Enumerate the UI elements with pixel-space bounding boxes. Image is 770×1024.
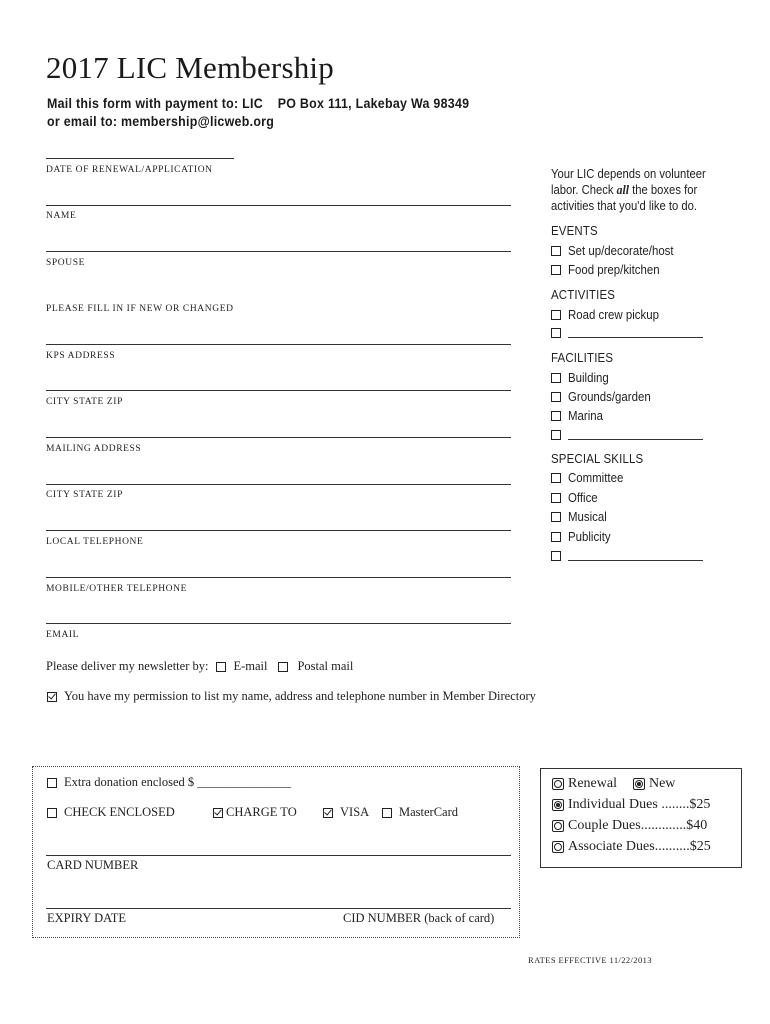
skill-option-office[interactable] [551,490,741,505]
checkbox-icon[interactable] [551,411,561,421]
mail-prefix: Mail this form with payment to: LIC [47,96,263,111]
activities-heading: ACTIVITIES [551,287,616,302]
facilities-heading: FACILITIES [551,350,614,365]
skill-option-other[interactable] [551,550,741,561]
activity-option-other[interactable] [551,327,741,338]
field-label-kps-city-state-zip: CITY STATE ZIP [46,397,123,407]
field-label-date: DATE OF RENEWAL/APPLICATION [46,165,213,175]
membership-type-row [552,776,675,792]
associate-dues-label: Associate Dues..........$25 [568,839,711,854]
email-line[interactable] [46,623,511,624]
volunteer-intro-text: Your LIC depends on volunteer labor. Check [551,167,706,197]
other-blank-line[interactable] [568,550,703,561]
charge-to-option[interactable] [213,805,297,820]
option-label: Set up/decorate/host [568,243,674,258]
option-label: Musical [568,509,607,524]
mail-instructions [47,96,469,111]
newsletter-prompt: Please deliver my newsletter by: [46,659,209,673]
other-blank-line[interactable] [568,327,703,338]
kps-city-line[interactable] [46,390,511,391]
skill-option-committee[interactable] [551,470,741,485]
donation-checkbox-icon[interactable] [47,778,57,788]
other-blank-line[interactable] [568,429,703,440]
expiry-date-label: EXPIRY DATE [47,911,127,925]
donation-label: Extra donation enclosed $ _______________ [64,775,292,789]
activity-option-road-crew[interactable] [551,307,741,322]
individual-dues-row[interactable] [552,797,710,813]
facility-option-marina[interactable] [551,408,741,423]
checkbox-icon[interactable] [551,512,561,522]
card-number-label: CARD NUMBER [47,858,139,872]
option-label: Road crew pickup [568,307,659,322]
newsletter-postal-checkbox-icon[interactable] [278,662,288,672]
charge-to-checkbox-icon[interactable] [213,808,223,818]
option-label: Office [568,490,598,505]
checkbox-icon[interactable] [551,265,561,275]
field-label-kps-address: KPS ADDRESS [46,351,116,361]
newsletter-email-checkbox-icon[interactable] [216,662,226,672]
rates-effective-note: RATES EFFECTIVE 11/22/2013 [528,955,652,965]
facility-option-building[interactable] [551,370,741,385]
cid-number-label: CID NUMBER (back of card) [343,911,495,925]
facility-option-other[interactable] [551,429,741,440]
checkbox-icon[interactable] [551,392,561,402]
field-label-fill-in-note: PLEASE FILL IN IF NEW OR CHANGED [46,304,234,314]
couple-dues-label: Couple Dues.............$40 [568,818,708,833]
event-option-setup[interactable] [551,243,741,258]
skill-option-musical[interactable] [551,509,741,524]
individual-dues-label: Individual Dues ........$25 [568,797,711,812]
special-skills-heading: SPECIAL SKILLS [551,451,644,466]
check-enclosed-label: CHECK ENCLOSED [64,805,175,819]
check-enclosed-checkbox-icon[interactable] [47,808,57,818]
charge-to-label: CHARGE TO [226,805,297,819]
spouse-line[interactable] [46,251,511,252]
checkbox-icon[interactable] [551,328,561,338]
check-enclosed-option[interactable] [47,805,175,820]
renewal-radio-icon[interactable] [552,778,564,790]
event-option-food[interactable] [551,262,741,277]
mastercard-checkbox-icon[interactable] [382,808,392,818]
volunteer-intro [551,166,731,214]
option-label: Grounds/garden [568,389,651,404]
newsletter-postal-label: Postal mail [297,659,354,673]
volunteer-intro-text-end: the boxes for activities that you'd like to do. [551,183,698,213]
form-title: 2017 LIC Membership [46,50,334,85]
renewal-label: Renewal [568,776,617,791]
option-label: Committee [568,470,624,485]
expiry-line[interactable] [46,908,511,909]
checkbox-icon[interactable] [551,532,561,542]
option-label: Publicity [568,529,611,544]
directory-permission[interactable] [47,689,536,704]
checkbox-icon[interactable] [551,551,561,561]
email-instructions: or email to: membership@licweb.org [47,114,275,129]
field-label-spouse: SPOUSE [46,258,85,268]
mobile-telephone-line[interactable] [46,577,511,578]
checkbox-icon[interactable] [551,373,561,383]
checkbox-icon[interactable] [551,430,561,440]
checkbox-icon[interactable] [551,310,561,320]
volunteer-intro-emphasis: all [616,182,630,197]
name-line[interactable] [46,205,511,206]
field-label-mailing-address: MAILING ADDRESS [46,444,142,454]
visa-label: VISA [340,805,370,819]
mail-address: PO Box 111, Lakebay Wa 98349 [277,96,470,111]
permission-label: You have my permission to list my name, address and telephone number in Member Directory [64,689,536,703]
mastercard-label: MasterCard [399,805,459,819]
checkbox-icon[interactable] [551,473,561,483]
newsletter-preference [46,659,353,674]
checkbox-icon[interactable] [551,246,561,256]
field-label-email: EMAIL [46,630,80,640]
newsletter-email-label: E-mail [233,659,268,673]
option-label: Marina [568,408,603,423]
field-label-local-telephone: LOCAL TELEPHONE [46,537,144,547]
option-label: Food prep/kitchen [568,262,660,277]
checkbox-icon[interactable] [551,493,561,503]
couple-radio-icon[interactable] [552,820,564,832]
visa-checkbox-icon[interactable] [323,808,333,818]
date-line[interactable] [46,158,234,159]
couple-dues-row[interactable] [552,818,707,834]
skill-option-publicity[interactable] [551,529,741,544]
field-label-name: NAME [46,211,77,221]
permission-checkbox-icon[interactable] [47,692,57,702]
mastercard-option[interactable] [382,805,458,820]
associate-radio-icon[interactable] [552,841,564,853]
visa-option[interactable] [323,805,369,820]
option-label: Building [568,370,609,385]
facility-option-grounds[interactable] [551,389,741,404]
individual-radio-icon[interactable] [552,799,564,811]
mailing-city-line[interactable] [46,484,511,485]
local-telephone-line[interactable] [46,530,511,531]
new-radio-icon[interactable] [633,778,645,790]
field-label-mailing-city-state-zip: CITY STATE ZIP [46,490,123,500]
kps-address-line[interactable] [46,344,511,345]
associate-dues-row[interactable] [552,839,711,855]
mailing-address-line[interactable] [46,437,511,438]
card-number-line[interactable] [46,855,511,856]
extra-donation[interactable] [47,775,291,790]
field-label-mobile-telephone: MOBILE/OTHER TELEPHONE [46,584,187,594]
events-heading: EVENTS [551,223,598,238]
new-label: New [648,776,676,791]
